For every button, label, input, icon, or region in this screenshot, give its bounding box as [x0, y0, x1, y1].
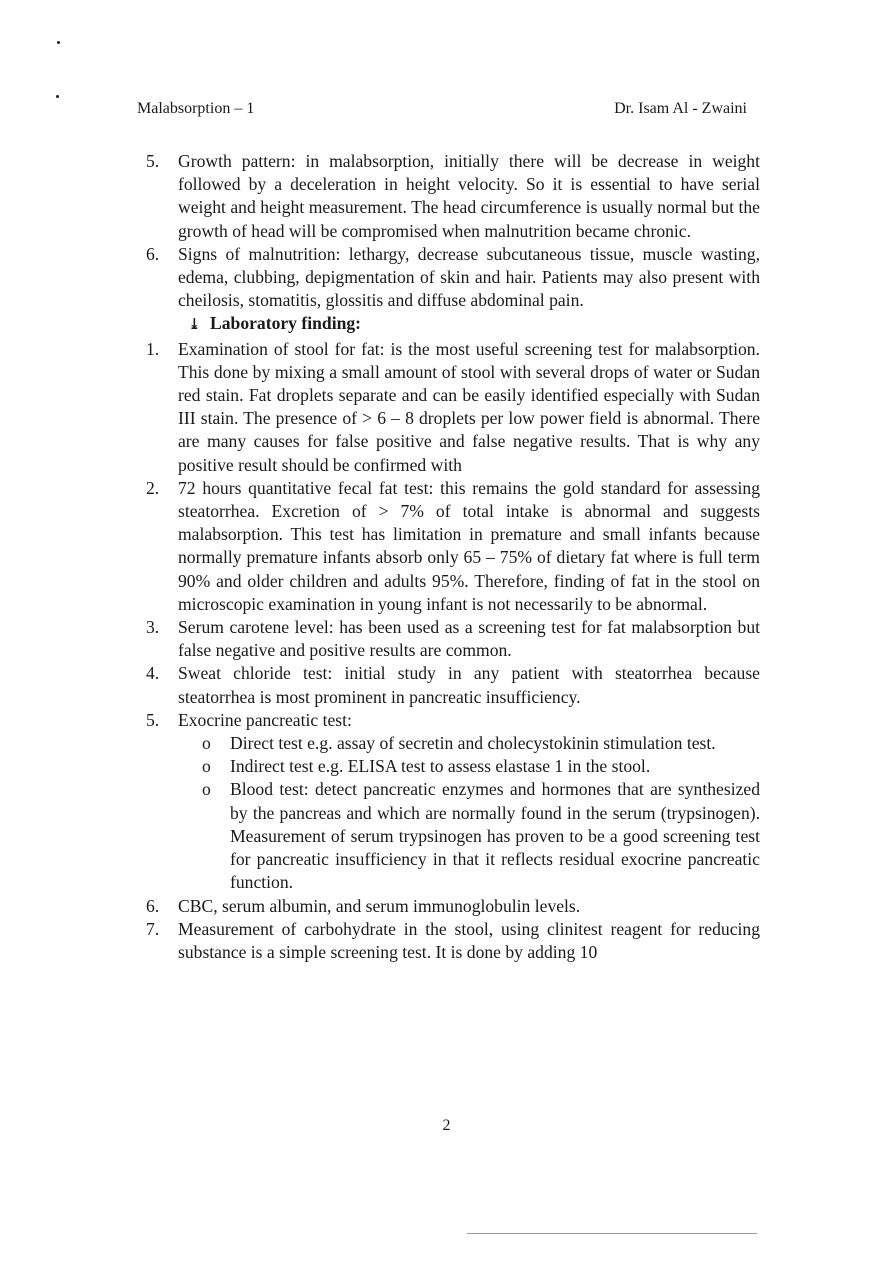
item-number: 6. [146, 243, 160, 264]
circle-bullet-icon: o [202, 733, 211, 754]
circle-bullet-icon: o [202, 756, 211, 777]
section-heading-text: Laboratory finding: [210, 313, 362, 334]
sub-item-text: Blood test: detect pancreatic enzymes and hormones that are synthesized by the pancreas and which are normally found in the serum (trypsinogen). Measurement of serum trypsinogen has proven to be a good screening test for pancreatic insufficiency in that it reflects residual exocrine pancreatic function. [230, 779, 760, 893]
item-text: Growth pattern: in malabsorption, initially there will be decrease in weight followed by a deceleration in height velocity. So it is essential to have serial weight and height measurement. The head circumference is usually normal but the growth of head will be compromised when malnutrition became chronic. [178, 151, 760, 241]
list-item [146, 243, 760, 313]
list-item [146, 895, 760, 918]
header-author: Dr. Isam Al - Zwaini [614, 100, 747, 117]
item-text: Signs of malnutrition: lethargy, decrease subcutaneous tissue, muscle wasting, edema, clubbing, depigmentation of skin and hair. Patients may also present with cheilosis, stomatitis, glossitis and diffuse abdominal pain. [178, 243, 760, 311]
list-item [146, 709, 760, 732]
sub-list-item [146, 755, 760, 778]
arrow-bullet-icon: ⤓ [188, 317, 201, 334]
item-number: 5. [146, 709, 160, 730]
item-text: Sweat chloride test: initial study in any patient with steatorrhea because steatorrhea is most prominent in pancreatic insufficiency. [178, 663, 760, 707]
sub-item-text: Indirect test e.g. ELISA test to assess elastase 1 in the stool. [230, 756, 651, 777]
item-number: 5. [146, 151, 160, 171]
list-item [146, 616, 760, 662]
sub-list-item [146, 732, 760, 755]
list-item [146, 662, 760, 708]
item-text: CBC, serum albumin, and serum immunoglobulin levels. [178, 895, 581, 916]
item-number: 6. [146, 895, 160, 916]
item-text: Examination of stool for fat: is the most useful screening test for malabsorption. This done by mixing a small amount of stool with several drops of water or Sudan red stain. Fat droplets separate and can be easily identified especially with Sudan III stain. The presence of > 6 – 8 droplets per low power field is abnormal. There are many causes for false positive and false negative results. That is why any positive result should be confirmed with [178, 338, 760, 475]
item-number: 1. [146, 338, 160, 359]
item-text: Measurement of carbohydrate in the stool, using clinitest reagent for reducing substance is a simple screening test. It is done by adding 10 [178, 918, 760, 962]
page-number: 2 [442, 1117, 451, 1134]
item-number: 3. [146, 617, 160, 638]
sub-list-item [146, 778, 760, 894]
list-item [146, 150, 760, 243]
section-heading [146, 312, 760, 337]
page-header [137, 100, 747, 124]
item-number: 2. [146, 477, 160, 498]
item-text: 72 hours quantitative fecal fat test: this remains the gold standard for assessing steatorrhea. Excretion of > 7% of total intake is abnormal and suggests malabsorption. This test has limitation in premature and small infants because normally premature infants absorb only 65 – 75% of dietary fat where is full term 90% and older children and adults 95%. Therefore, finding of fat in the stool on microscopic examination in young infant is not necessarily to be abnormal. [178, 477, 760, 614]
header-title: Malabsorption – 1 [137, 100, 255, 117]
list-item [146, 918, 760, 964]
item-number: 7. [146, 918, 160, 939]
scan-speck [56, 95, 59, 98]
list-item [146, 477, 760, 616]
circle-bullet-icon: o [202, 779, 211, 800]
sub-item-text: Direct test e.g. assay of secretin and cholecystokinin stimulation test. [230, 733, 716, 754]
list-item [146, 338, 760, 477]
item-number: 4. [146, 663, 160, 684]
scan-speck [57, 41, 60, 44]
item-text: Serum carotene level: has been used as a screening test for fat malabsorption but false negative and positive results are common. [178, 617, 760, 661]
page-body [146, 150, 760, 964]
scan-divider [467, 1233, 757, 1234]
item-text: Exocrine pancreatic test: [178, 709, 352, 730]
